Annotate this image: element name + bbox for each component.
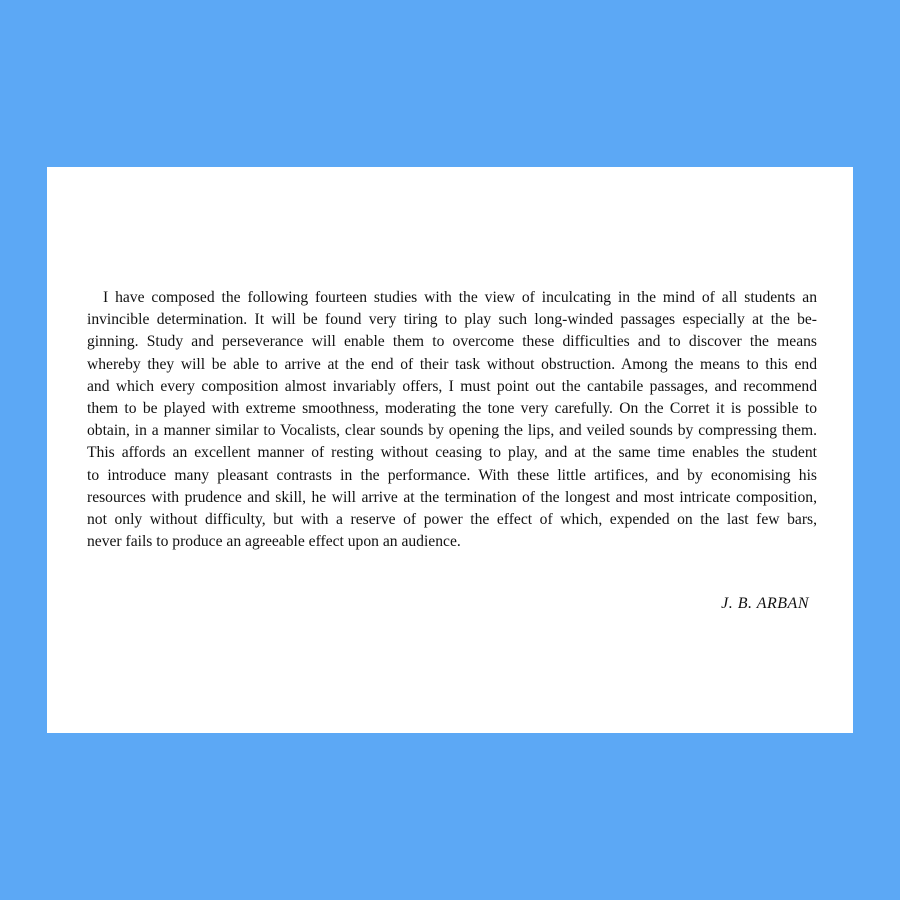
paragraph-line: I have composed the following fourteen studies with the view of inculcating in the mind of all students an bbox=[103, 289, 817, 306]
document-page bbox=[47, 167, 853, 733]
preface-paragraph bbox=[87, 287, 817, 553]
paragraph-line: them to be played with extreme smoothness, moderating the tone very carefully. On the Corret it is possible to bbox=[87, 400, 817, 418]
paragraph-line: never fails to produce an agreeable effect upon an audience. bbox=[87, 533, 461, 551]
paragraph-line: not only without difficulty, but with a reserve of power the effect of which, expended on the last few bars, bbox=[87, 511, 817, 529]
paragraph-line: This affords an excellent manner of resting without ceasing to play, and at the same time enables the student bbox=[87, 444, 817, 462]
paragraph-line: ginning. Study and perseverance will enable them to overcome these difficulties and to discover the means bbox=[87, 333, 817, 351]
paragraph-line: resources with prudence and skill, he will arrive at the termination of the longest and most intricate composition, bbox=[87, 488, 817, 506]
paragraph-line: invincible determination. It will be found very tiring to play such long-winded passages especially at the be- bbox=[87, 311, 817, 329]
paragraph-line: obtain, in a manner similar to Vocalists, clear sounds by opening the lips, and veiled sounds by compressing them. bbox=[87, 422, 817, 440]
author-signature: J. B. ARBAN bbox=[721, 595, 809, 612]
paragraph-line: and which every composition almost invariably offers, I must point out the cantabile passages, and recommend bbox=[87, 377, 817, 395]
paragraph-line: whereby they will be able to arrive at the end of their task without obstruction. Among the means to this end bbox=[87, 355, 817, 373]
paragraph-line: to introduce many pleasant contrasts in the performance. With these little artifices, and by economising his bbox=[87, 466, 817, 484]
